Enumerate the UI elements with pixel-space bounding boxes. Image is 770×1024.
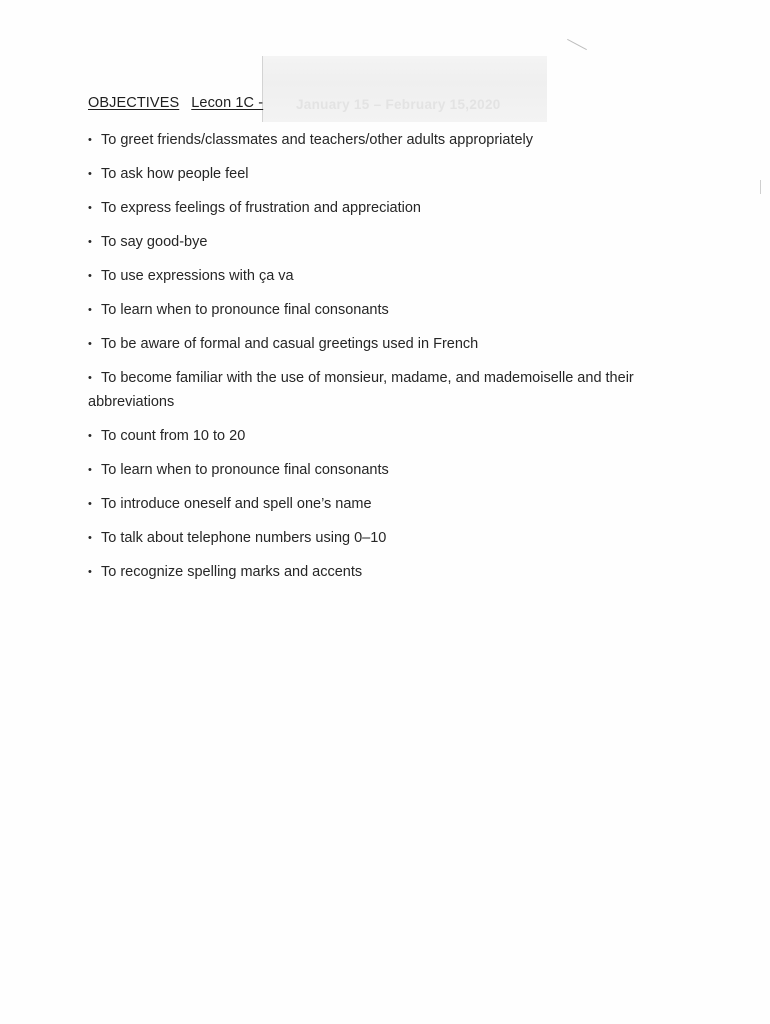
- heading-objectives: OBJECTIVES: [88, 95, 180, 111]
- objective-text: To say good-bye: [101, 234, 208, 250]
- objective-text: To count from 10 to 20: [101, 428, 246, 444]
- bullet-icon: •: [88, 372, 92, 384]
- obscured-date-text: January 15 – February 15,2020: [296, 97, 501, 112]
- bullet-icon: •: [88, 134, 92, 146]
- objective-text: To become familiar with the use of monsieur, madame, and mademoiselle and their abbreviations: [88, 370, 634, 410]
- bullet-icon: •: [88, 338, 92, 350]
- objective-text: To express feelings of frustration and appreciation: [101, 200, 421, 216]
- bullet-icon: •: [88, 202, 92, 214]
- obscured-date-patch: [262, 56, 547, 122]
- bullet-icon: •: [88, 270, 92, 282]
- bullet-icon: •: [88, 430, 92, 442]
- heading-lesson: Lecon 1C -: [191, 95, 264, 111]
- scan-artifact-edge: [760, 180, 761, 194]
- bullet-icon: •: [88, 304, 92, 316]
- objective-text: To ask how people feel: [101, 166, 249, 182]
- objective-item: [88, 162, 688, 186]
- bullet-icon: •: [88, 236, 92, 248]
- bullet-icon: •: [88, 464, 92, 476]
- objective-text: To use expressions with ça va: [101, 268, 294, 284]
- objective-text: To learn when to pronounce final consonants: [101, 462, 389, 478]
- objective-item: [88, 332, 688, 356]
- objective-item: [88, 128, 688, 152]
- scan-artifact-stroke: [567, 39, 587, 50]
- bullet-icon: •: [88, 566, 92, 578]
- objective-item: [88, 264, 688, 288]
- objective-item: [88, 458, 688, 482]
- objective-item: [88, 196, 688, 220]
- objective-text: To recognize spelling marks and accents: [101, 564, 363, 580]
- page-heading: [88, 95, 263, 111]
- objective-item: [88, 298, 688, 322]
- objective-text: To learn when to pronounce final consonants: [101, 302, 389, 318]
- objective-item: [88, 230, 688, 254]
- bullet-icon: •: [88, 498, 92, 510]
- objective-item: [88, 526, 688, 550]
- objective-item: [88, 560, 688, 584]
- objective-item: [88, 366, 688, 414]
- objective-item: [88, 492, 688, 516]
- objective-item: [88, 424, 688, 448]
- bullet-icon: •: [88, 532, 92, 544]
- objective-text: To greet friends/classmates and teachers/other adults appropriately: [101, 132, 534, 148]
- bullet-icon: •: [88, 168, 92, 180]
- objective-text: To introduce oneself and spell one’s name: [101, 496, 372, 512]
- objective-text: To be aware of formal and casual greetings used in French: [101, 336, 479, 352]
- objective-text: To talk about telephone numbers using 0–10: [101, 530, 387, 546]
- objectives-list: [88, 128, 688, 594]
